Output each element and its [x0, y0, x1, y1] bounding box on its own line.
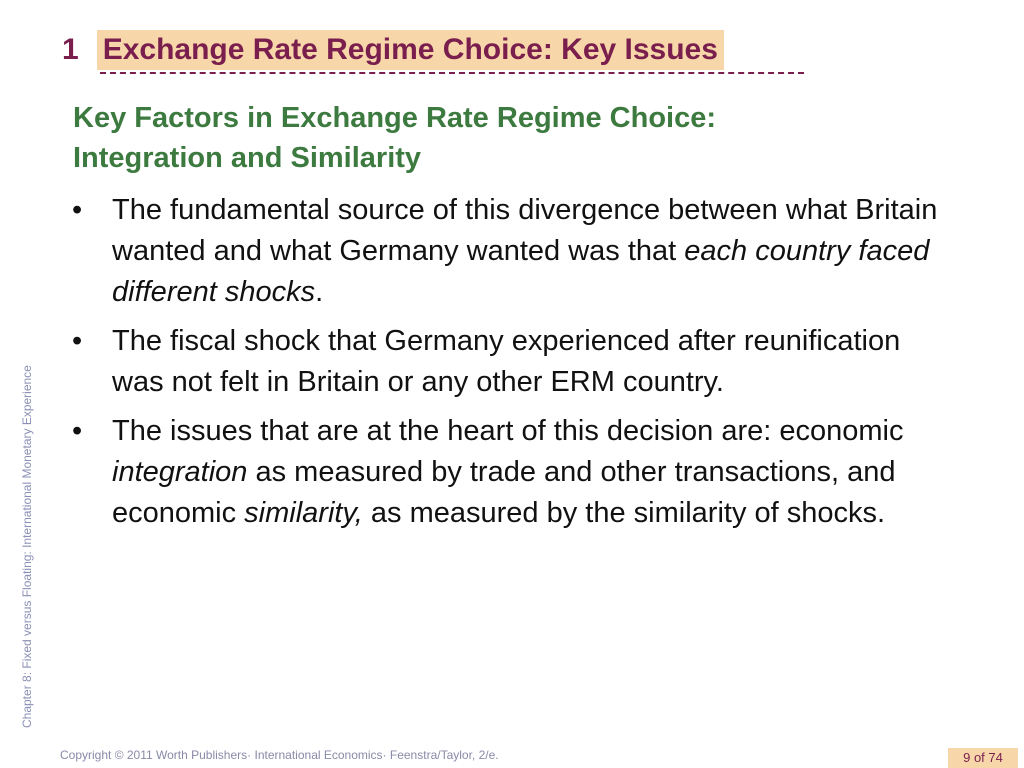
slide-heading-line-1: Key Factors in Exchange Rate Regime Choice: — [73, 102, 717, 134]
bullet-marker: • — [72, 415, 83, 447]
section-number: 1 — [62, 33, 79, 66]
section-title: Exchange Rate Regime Choice: Key Issues — [97, 30, 724, 70]
bullet-item — [72, 411, 952, 534]
bullet-marker: • — [72, 325, 83, 357]
bullet-text-emphasis: integration — [112, 456, 248, 488]
chapter-side-label: Chapter 8: Fixed versus Floating: International Monetary Experience — [20, 365, 34, 728]
bullet-text-segment: as measured by trade and other transactions, and economic — [112, 456, 896, 529]
page-counter: 9 of 74 — [948, 748, 1018, 768]
bullet-text-segment: The issues that are at the heart of this decision are: economic — [112, 415, 904, 447]
footer-copyright: Copyright © 2011 Worth Publishers· International Economics· Feenstra/Taylor, 2/e. — [60, 748, 499, 762]
slide-heading-line-2: Integration and Similarity — [73, 142, 422, 174]
bullet-list — [72, 190, 952, 542]
bullet-text-emphasis: similarity, — [244, 497, 363, 529]
bullet-item — [72, 321, 952, 403]
section-header — [62, 30, 724, 70]
bullet-item — [72, 190, 952, 313]
bullet-text-segment: The fundamental source of this divergence between what Britain wanted and what Germany wanted was that — [112, 194, 938, 267]
slide-heading — [73, 98, 933, 178]
bullet-text — [112, 411, 952, 534]
bullet-text: The fiscal shock that Germany experienced after reunification was not felt in Britain or any other ERM country. — [112, 325, 901, 398]
title-dashed-divider — [100, 72, 804, 74]
bullet-text-segment: as measured by the similarity of shocks. — [362, 497, 886, 529]
bullet-text-emphasis: each country faced different shocks — [112, 235, 930, 308]
bullet-marker: • — [72, 194, 83, 226]
bullet-text — [112, 190, 952, 313]
bullet-text-segment: . — [315, 276, 324, 308]
